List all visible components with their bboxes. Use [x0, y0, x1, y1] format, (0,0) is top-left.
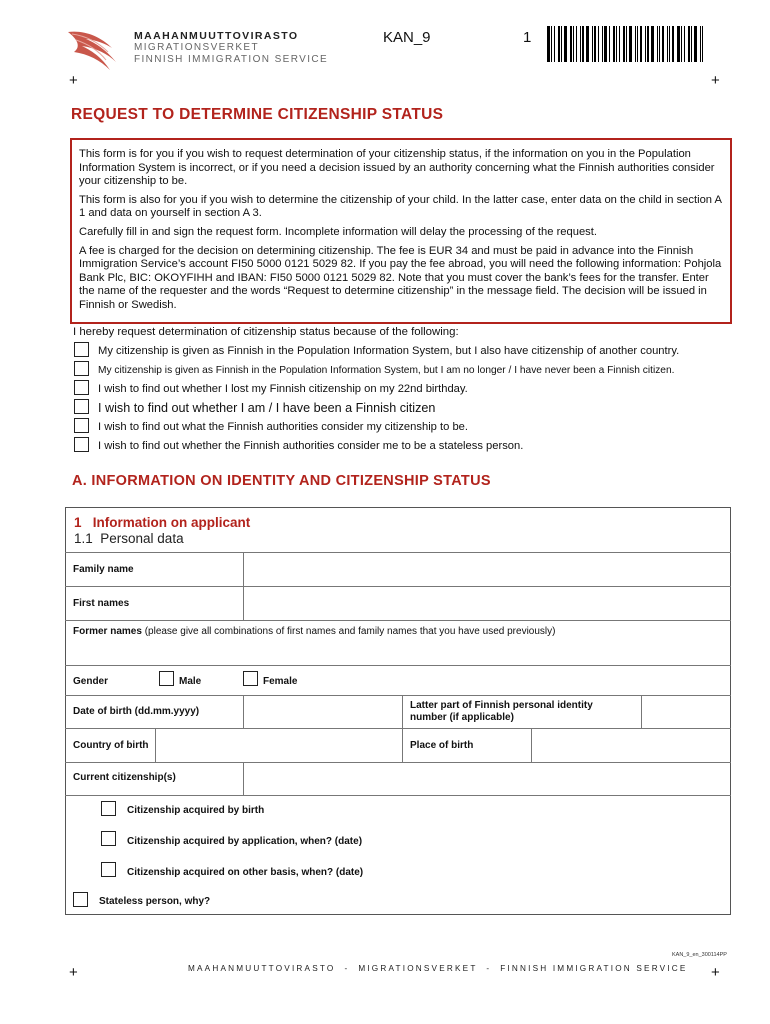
- reason-checkbox[interactable]: [74, 418, 89, 433]
- former-names-note: (please give all combinations of first names and family names that you have used previously): [141, 626, 556, 637]
- stateless-label: Stateless person, why?: [99, 896, 211, 907]
- intro-paragraph: A fee is charged for the decision on determining citizenship. The fee is EUR 34 and must be paid in advance into the Finnish Immigration Service’s account FI50 5000 0121 5029 82. If you pay the fee abroad, you will need the following information: Pohjola Bank Plc, BIC: OKOYFIHH and IBAN: FI50 5000 0121 5029 82. Note that you must cover the bank’s fees for the transfer. Enter the name of the requester and the words “Request to determine citizenship” in the message field. The decision will be issued in Finnish or Swedish.: [79, 244, 722, 311]
- barcode-bar: [570, 26, 572, 62]
- row-divider: [65, 795, 731, 796]
- barcode-bar: [637, 26, 638, 62]
- column-divider: [402, 695, 403, 762]
- barcode-bar: [554, 26, 555, 62]
- barcode-bar: [659, 26, 660, 62]
- barcode-bar: [657, 26, 658, 62]
- barcode-bar: [573, 26, 574, 62]
- personal-id-label-line1: Latter part of Finnish personal identity: [410, 700, 593, 711]
- registration-cross: +: [69, 964, 78, 981]
- barcode-bar: [647, 26, 649, 62]
- reason-checkbox[interactable]: [74, 342, 89, 357]
- reason-option-label: I wish to find out whether I lost my Finnish citizenship on my 22nd birthday.: [98, 383, 468, 395]
- barcode-bar: [702, 26, 703, 62]
- first-names-label: First names: [73, 598, 130, 609]
- document-code: KAN_9_en_300114PP: [672, 952, 727, 958]
- barcode-bar: [677, 26, 680, 62]
- personal-id-field[interactable]: [642, 696, 730, 728]
- page-number: 1: [523, 29, 532, 46]
- first-names-field[interactable]: [244, 587, 730, 620]
- country-of-birth-label: Country of birth: [73, 740, 149, 751]
- registration-cross: +: [69, 72, 78, 89]
- barcode-bar: [619, 26, 620, 62]
- acquired-by-birth-checkbox[interactable]: [101, 801, 116, 816]
- former-names-label-text: Former names: [73, 626, 142, 637]
- family-name-label: Family name: [73, 564, 134, 575]
- current-citizenship-label: Current citizenship(s): [73, 772, 176, 783]
- reason-option-label: My citizenship is given as Finnish in the Population Information System, but I am no longer / I have never been a Finnish citizen.: [98, 365, 675, 376]
- barcode-bar: [688, 26, 690, 62]
- barcode-bar: [582, 26, 584, 62]
- barcode-bar: [592, 26, 593, 62]
- barcode-bar: [635, 26, 636, 62]
- reason-checkbox[interactable]: [74, 437, 89, 452]
- agency-name-fi: MAAHANMUUTTOVIRASTO: [134, 30, 299, 42]
- female-label: Female: [263, 676, 298, 687]
- reason-checkbox[interactable]: [74, 399, 89, 414]
- barcode-bar: [564, 26, 567, 62]
- barcode-bar: [669, 26, 670, 62]
- barcode-bar: [598, 26, 599, 62]
- place-of-birth-label: Place of birth: [410, 740, 474, 751]
- gender-label: Gender: [73, 676, 109, 687]
- barcode-bar: [700, 26, 701, 62]
- barcode-bar: [691, 26, 692, 62]
- male-checkbox[interactable]: [159, 671, 174, 686]
- acquired-other-basis-checkbox[interactable]: [101, 862, 116, 877]
- agency-name-sv: MIGRATIONSVERKET: [134, 42, 260, 53]
- barcode-bar: [694, 26, 697, 62]
- barcode-bar: [684, 26, 685, 62]
- acquired-by-birth-label: Citizenship acquired by birth: [127, 805, 265, 816]
- barcode-bar: [645, 26, 646, 62]
- date-of-birth-label: Date of birth (dd.mm.yyyy): [73, 706, 200, 717]
- reason-option-label: I wish to find out what the Finnish authorities consider my citizenship to be.: [98, 421, 468, 433]
- acquired-by-application-checkbox[interactable]: [101, 831, 116, 846]
- barcode-bar: [604, 26, 607, 62]
- reason-option-label: My citizenship is given as Finnish in the Population Information System, but I also have citizenship of another country.: [98, 345, 680, 357]
- family-name-field[interactable]: [244, 553, 730, 586]
- reason-option-label: I wish to find out whether the Finnish authorities consider me to be a stateless person.: [98, 440, 524, 452]
- barcode-bar: [626, 26, 627, 62]
- reason-checkbox[interactable]: [74, 380, 89, 395]
- current-citizenship-field[interactable]: [244, 763, 730, 795]
- barcode-bar: [561, 26, 562, 62]
- stateless-checkbox[interactable]: [73, 892, 88, 907]
- intro-paragraph: Carefully fill in and sign the request form. Incomplete information will delay the processing of the request.: [79, 225, 597, 238]
- barcode-bar: [580, 26, 581, 62]
- barcode-bar: [609, 26, 610, 62]
- registration-cross: +: [711, 964, 720, 981]
- intro-box: [70, 138, 732, 324]
- barcode-bar: [586, 26, 589, 62]
- country-of-birth-field[interactable]: [156, 729, 402, 762]
- row-divider: [65, 665, 731, 666]
- barcode-bar: [551, 26, 552, 62]
- personal-id-label-line2: number (if applicable): [410, 711, 514, 723]
- form-code: KAN_9: [383, 29, 431, 46]
- agency-logo: [66, 26, 126, 72]
- barcode-bar: [616, 26, 617, 62]
- barcode-bar: [547, 26, 550, 62]
- reasons-lead: I hereby request determination of citizenship status because of the following:: [73, 326, 459, 338]
- bird-logo-icon: [66, 26, 126, 72]
- barcode-bar: [623, 26, 625, 62]
- barcode-bar: [651, 26, 654, 62]
- agency-name-en: FINNISH IMMIGRATION SERVICE: [134, 54, 329, 65]
- footer-agencies: MAAHANMUUTTOVIRASTO - MIGRATIONSVERKET - FINNISH IMMIGRATION SERVICE: [188, 964, 688, 973]
- barcode-bar: [629, 26, 632, 62]
- place-of-birth-field[interactable]: [532, 729, 730, 762]
- reason-checkbox[interactable]: [74, 361, 89, 376]
- personal-id-label: [410, 700, 593, 723]
- former-names-label: [73, 626, 555, 637]
- former-names-field[interactable]: [66, 640, 730, 665]
- barcode-bar: [613, 26, 615, 62]
- female-checkbox[interactable]: [243, 671, 258, 686]
- section-1-heading: 1 Information on applicant: [74, 515, 251, 530]
- barcode-bar: [672, 26, 674, 62]
- male-label: Male: [179, 676, 202, 687]
- barcode-bar: [662, 26, 664, 62]
- barcode-bar: [602, 26, 603, 62]
- section-1-1-heading: 1.1 Personal data: [74, 531, 184, 546]
- row-divider: [65, 620, 731, 621]
- barcode-bar: [594, 26, 596, 62]
- barcode: [547, 26, 707, 62]
- agency-names: [134, 30, 328, 66]
- barcode-bar: [667, 26, 668, 62]
- reason-option-label: I wish to find out whether I am / I have been a Finnish citizen: [98, 401, 436, 415]
- barcode-bar: [640, 26, 642, 62]
- section-a-title: A. INFORMATION ON IDENTITY AND CITIZENSHIP STATUS: [72, 473, 491, 489]
- intro-paragraph: This form is also for you if you wish to determine the citizenship of your child. In the latter case, enter data on the child in section A 1 and data on yourself in section A 3.: [79, 193, 722, 220]
- date-of-birth-field[interactable]: [244, 696, 402, 728]
- barcode-bar: [681, 26, 682, 62]
- acquired-by-application-label: Citizenship acquired by application, when? (date): [127, 836, 363, 847]
- barcode-bar: [558, 26, 560, 62]
- barcode-bar: [576, 26, 577, 62]
- intro-paragraph: This form is for you if you wish to request determination of your citizenship status, if the information on you in the Population Information System is incorrect, or if you need a decision issued by an authority concerning what the Finnish authorities consider your citizenship to be.: [79, 148, 715, 188]
- page-title: REQUEST TO DETERMINE CITIZENSHIP STATUS: [71, 106, 444, 123]
- registration-cross: +: [711, 72, 720, 89]
- acquired-other-basis-label: Citizenship acquired on other basis, when? (date): [127, 867, 364, 878]
